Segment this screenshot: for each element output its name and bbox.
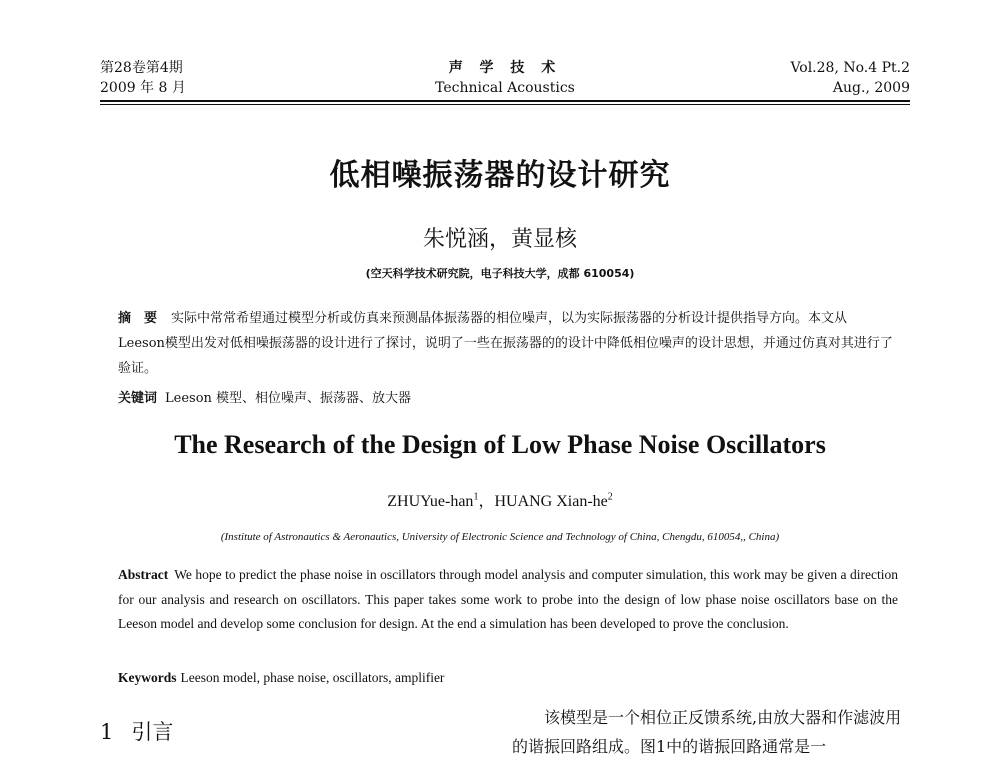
affiliation-zh: (空天科学技术研究院，电子科技大学，成都 610054): [365, 267, 635, 280]
abstract-zh-text: 实际中常常希望通过模型分析或仿真来预测晶体振荡器的相位噪声，以为实际振荡器的分析设计提供指导方向。本文从Leeson模型出发对低相噪振荡器的设计进行了探讨，说明了一些在振荡器的的设计中降低相位噪声的设计思想，并通过仿真对其进行了验证。: [118, 311, 893, 376]
abstract-zh: [118, 306, 893, 381]
journal-name-zh: 声 学 技 术: [448, 60, 562, 76]
abstract-en: [118, 563, 898, 637]
header-rule-thin: [100, 104, 910, 105]
author1-affil-mark: 1: [473, 491, 479, 503]
keywords-en-text: Leeson model, phase noise, oscillators, amplifier: [180, 670, 445, 685]
authors-en: [0, 488, 1000, 511]
abstract-zh-label: 摘 要: [118, 311, 158, 326]
issue-date-en: Aug., 2009: [832, 80, 910, 96]
author2-en: HUANG Xian-he: [494, 493, 608, 510]
body-paragraph-right: 该模型是一个相位正反馈系统,由放大器和作滤波用的谐振回路组成。图1中的谐振回路通常是一: [512, 708, 902, 756]
journal-header: [100, 58, 910, 100]
paper-title-en: The Research of the Design of Low Phase Noise Oscillators: [174, 430, 826, 459]
keywords-zh: [118, 387, 411, 411]
journal-name-en: Technical Acoustics: [435, 80, 575, 96]
authors-zh: 朱悦涵，黄显核: [422, 227, 577, 252]
keywords-zh-text: Leeson 模型、相位噪声、振荡器、放大器: [165, 391, 412, 406]
keywords-en: [118, 670, 444, 686]
issue-date-zh: 2009 年 8 月: [100, 80, 186, 96]
section-heading-intro: [100, 716, 173, 746]
volume-issue-en: Vol.28, No.4 Pt.2: [790, 60, 910, 76]
paper-title-zh: 低相噪振荡器的设计研究: [329, 158, 671, 193]
abstract-en-label: Abstract: [118, 567, 169, 582]
header-center: [100, 58, 910, 98]
section-number: 1: [100, 720, 114, 744]
section-title: 引言: [131, 720, 174, 744]
abstract-en-text: We hope to predict the phase noise in oscillators through model analysis and computer simulation, this work may be given a direction for our analysis and research on oscillators. This paper takes some work to probe into the design of low phase noise oscillators base on the Leeson model and develop some conclusion for design. At the end a simulation has been developed to prove the conclusion.: [118, 567, 898, 631]
author-separator: ，: [478, 493, 495, 510]
author1-en: ZHUYue-han: [387, 493, 474, 510]
volume-issue: 第28卷第4期: [100, 60, 183, 76]
author2-affil-mark: 2: [607, 491, 613, 503]
affiliation-en: (Institute of Astronautics & Aeronautics, University of Electronic Science and Technology of China, Chengdu, 610054,, China): [220, 531, 780, 543]
header-rule-thick: [100, 100, 910, 102]
keywords-zh-label: 关键词: [118, 391, 158, 406]
header-right: [790, 58, 910, 98]
keywords-en-label: Keywords: [118, 670, 177, 685]
